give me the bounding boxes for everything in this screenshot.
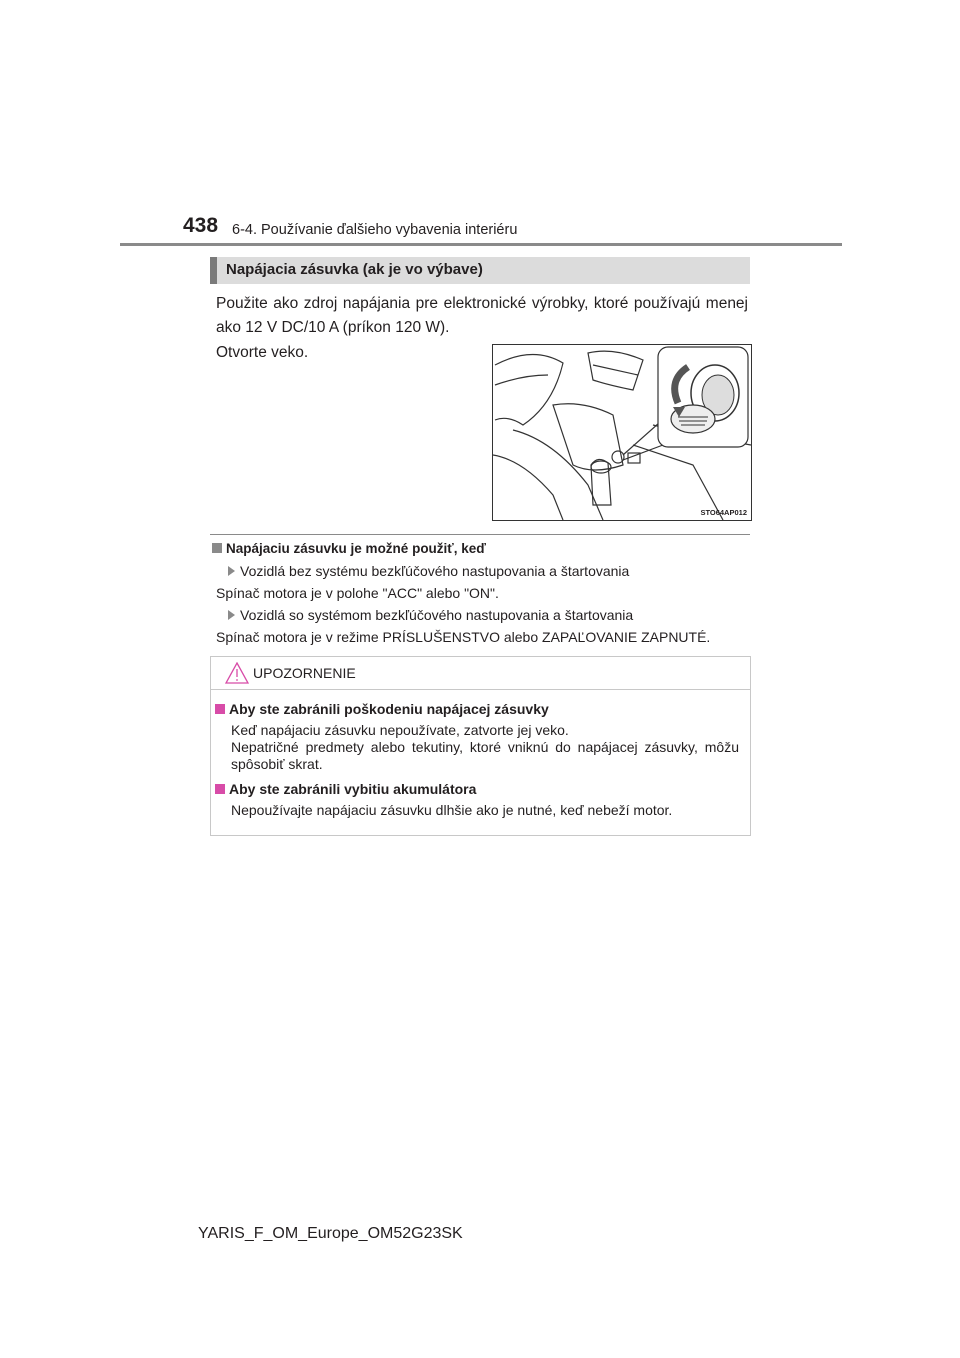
triangle-bullet-icon (228, 566, 235, 576)
square-bullet-icon (212, 543, 222, 553)
note-bullet-2 (228, 607, 633, 623)
note-bullet-1 (228, 563, 629, 579)
note-bullet-2-text: Vozidlá so systémom bezkľúčového nastupovania a štartovania (240, 607, 634, 623)
title-accent (210, 257, 217, 284)
caution-line: Nepoužívajte napájaciu zásuvku dlhšie ako je nutné, keď nebeží motor. (231, 802, 673, 818)
caution-subheading-1 (215, 701, 549, 717)
caution-line: Keď napájaciu zásuvku nepoužívate, zatvorte jej veko. (231, 722, 569, 738)
caution-line: Nepatričné predmety alebo tekutiny, ktoré vniknú do napájacej zásuvky, môžu spôsobiť skrat. (231, 739, 739, 772)
note-text-1: Spínač motora je v polohe "ACC" alebo "ON". (216, 585, 499, 601)
warning-triangle-icon (225, 662, 249, 684)
header-divider (120, 243, 842, 246)
caution-text-1 (231, 722, 739, 773)
intro-text: Použite ako zdroj napájania pre elektronické výrobky, ktoré používajú menej ako 12 V DC/10 A (príkon 120 W). (216, 295, 748, 336)
section-divider (210, 534, 750, 535)
caution-header (211, 657, 750, 690)
triangle-bullet-icon (228, 610, 235, 620)
step-text: Otvorte veko. (216, 344, 309, 361)
caution-text-2 (231, 802, 739, 819)
caution-subheading-2-text: Aby ste zabránili vybitiu akumulátora (229, 781, 477, 797)
square-bullet-icon (215, 784, 225, 794)
square-bullet-icon (215, 704, 225, 714)
section-heading: 6-4. Používanie ďalšieho vybavenia interiéru (232, 222, 518, 238)
note-bullet-1-text: Vozidlá bez systému bezkľúčového nastupovania a štartovania (240, 563, 630, 579)
caution-title: UPOZORNENIE (253, 665, 356, 681)
figure-code: STO64AP012 (700, 508, 747, 517)
power-outlet-illustration (492, 344, 752, 521)
caution-subheading-2 (215, 781, 476, 797)
dashboard-drawing (493, 345, 751, 520)
note-heading (212, 541, 486, 556)
note-text-2: Spínač motora je v režime PRÍSLUŠENSTVO alebo ZAPAĽOVANIE ZAPNUTÉ. (216, 629, 711, 645)
caution-subheading-1-text: Aby ste zabránili poškodeniu napájacej zásuvky (229, 701, 549, 717)
page-number: 438 (183, 214, 219, 237)
title-bar (210, 257, 750, 284)
note-heading-text: Napájaciu zásuvku je možné použiť, keď (226, 541, 486, 556)
page-title: Napájacia zásuvka (ak je vo výbave) (226, 261, 483, 278)
caution-box (210, 656, 751, 836)
footer-doc-id: YARIS_F_OM_Europe_OM52G23SK (198, 1225, 463, 1242)
